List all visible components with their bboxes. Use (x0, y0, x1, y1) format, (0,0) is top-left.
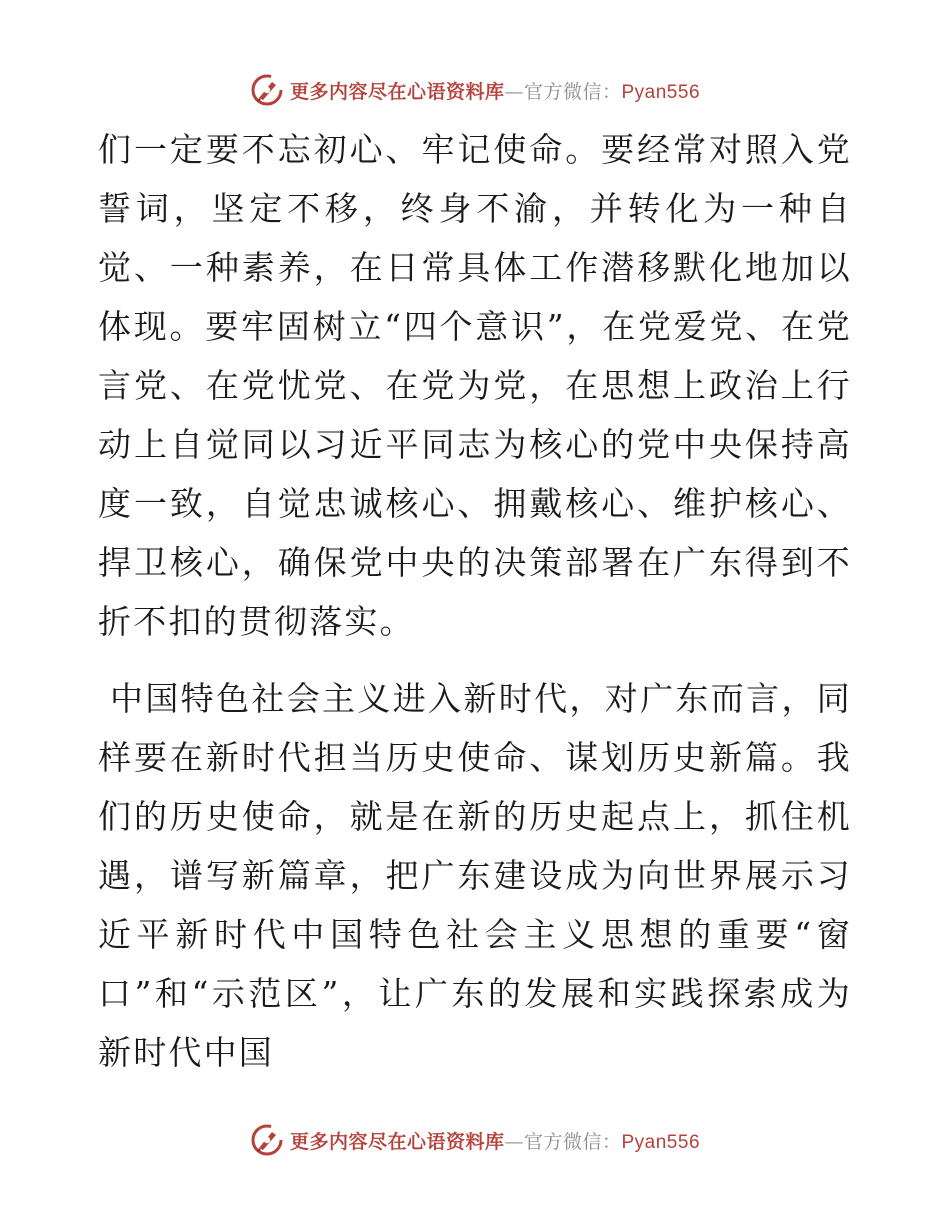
paragraph-1: 们一定要不忘初心、牢记使命。要经常对照入党誓词，坚定不移，终身不渝，并转化为一种自觉、一种素养，在日常具体工作潜移默化地加以体现。要牢固树立“四个意识”，在党爱党、在党言党、在党忧党、在党为党，在思想上政治上行动上自觉同以习近平同志为核心的党中央保持高度一致，自觉忠诚核心、拥戴核心、维护核心、捍卫核心，确保党中央的决策部署在广东得到不折不扣的贯彻落实。 (98, 130, 852, 641)
footer-wechat-label: 官方微信： (523, 1130, 622, 1153)
header-wechat-label: 官方微信： (523, 80, 622, 103)
header-dash: — (504, 80, 524, 103)
footer-promo: 更多内容尽在心语资料库 (289, 1130, 505, 1153)
header-promo: 更多内容尽在心语资料库 (289, 80, 505, 103)
header-banner (0, 70, 950, 110)
footer-account: Pyan556 (621, 1131, 701, 1153)
quill-pen-logo-icon (250, 73, 284, 107)
quill-pen-logo-icon (250, 1123, 284, 1157)
footer-promo-text (290, 1127, 700, 1154)
footer-dash: — (504, 1130, 524, 1153)
footer-banner (0, 1120, 950, 1160)
header-promo-text (290, 77, 700, 104)
document-body (98, 120, 852, 1082)
paragraph-2: 中国特色社会主义进入新时代，对广东而言，同样要在新时代担当历史使命、谋划历史新篇。我们的历史使命，就是在新的历史起点上，抓住机遇，谱写新篇章，把广东建设成为向世界展示习近平新时代中国特色社会主义思想的重要“窗口”和“示范区”，让广东的发展和实践探索成为新时代中国 (98, 679, 852, 1072)
header-account: Pyan556 (621, 81, 701, 103)
